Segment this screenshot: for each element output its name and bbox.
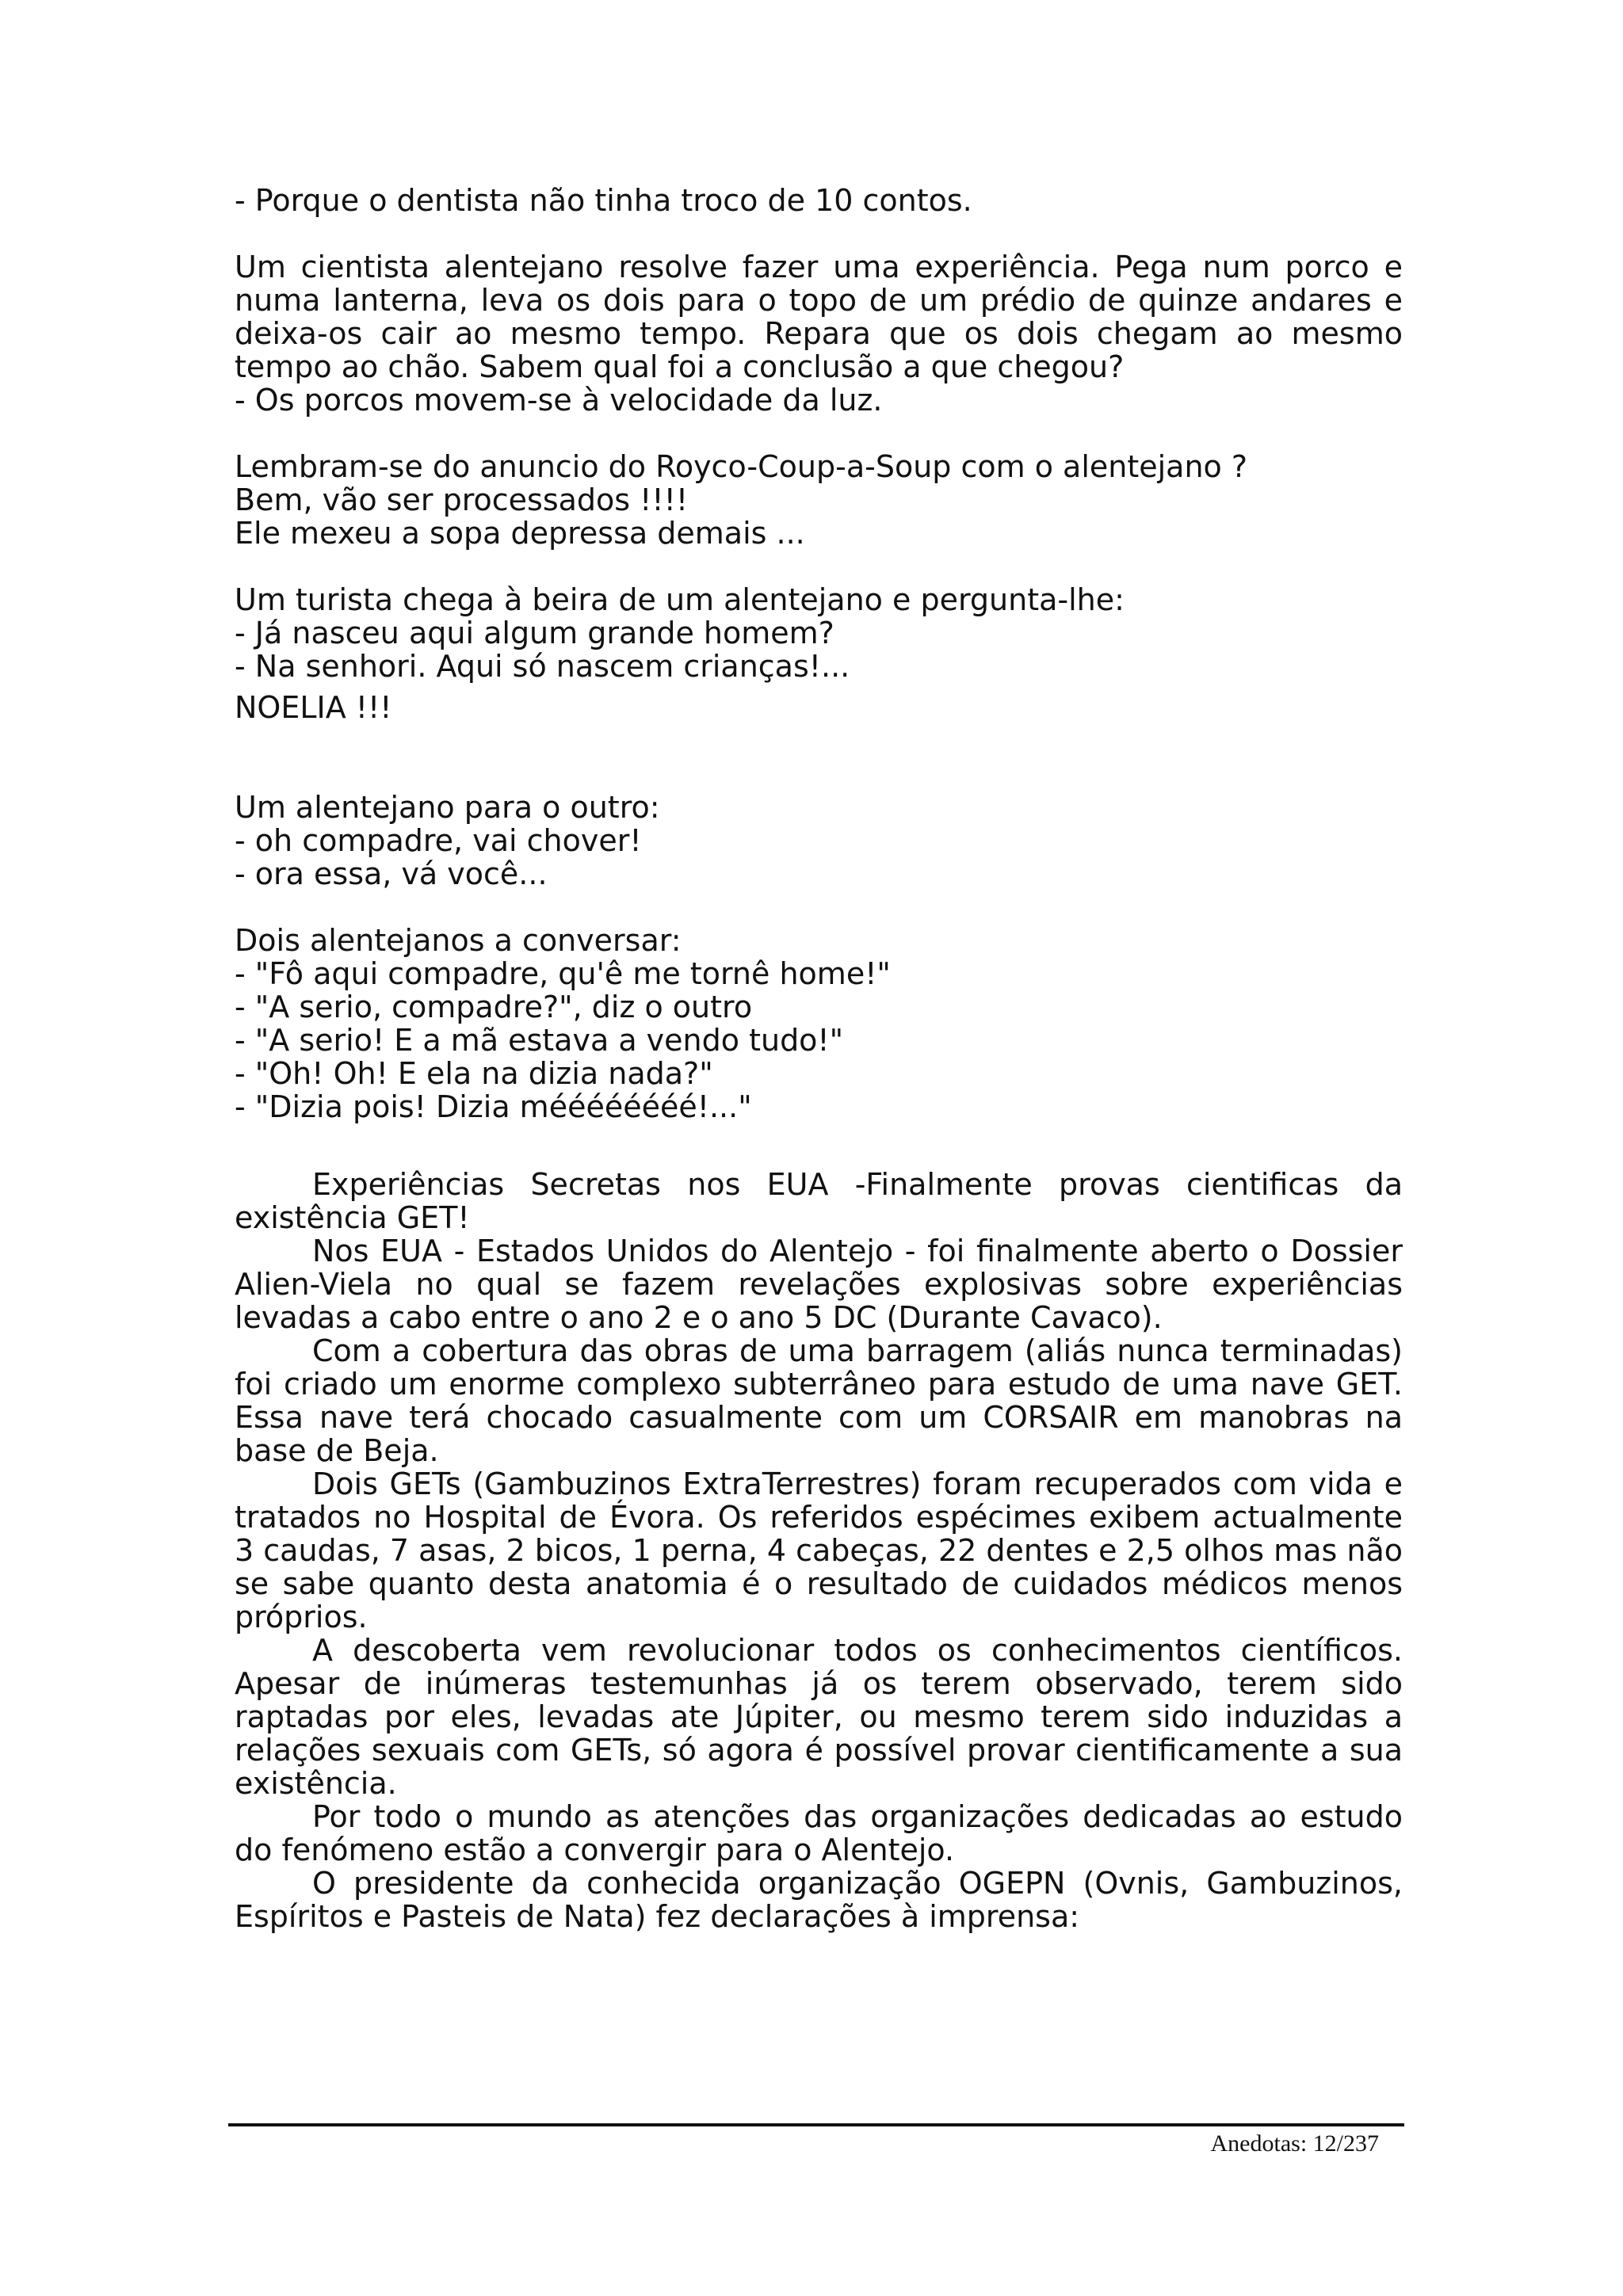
joke-4-line: Um turista chega à beira de um alentejano e pergunta-lhe: [235,582,1125,617]
page-number: Anedotas: 12/237 [1210,2130,1379,2157]
article-paragraph: Nos EUA - Estados Unidos do Alentejo - foi finalmente aberto o Dossier Alien-Viela no qual se fazem revelações explosivas sobre experiências levadas a cabo entre o ano 2 e o ano 5 DC (Durante Cavaco). [235,1234,1403,1335]
joke-6-line: Dois alentejanos a conversar: [235,923,682,958]
joke-2-answer: - Os porcos movem-se à velocidade da luz. [235,383,883,418]
joke-5-line: - oh compadre, vai chover! [235,823,642,858]
joke-5-line: - ora essa, vá você... [235,856,548,891]
spacer [235,724,1403,791]
joke-3-line: Ele mexeu a sopa depressa demais ... [235,516,805,551]
spacer [235,1123,1403,1168]
page-body [235,184,1403,1933]
joke-6-line: - "Oh! Oh! E ela na dizia nada?" [235,1056,713,1091]
joke-4-line: - Na senhori. Aqui só nascem crianças!... [235,649,850,684]
spacer [235,217,1403,250]
article-heading: Experiências Secretas nos EUA -Finalmente provas cientificas da existência GET! [235,1167,1403,1235]
joke-6-line: - "A serio! E a mã estava a vendo tudo!" [235,1023,844,1058]
article-paragraph: O presidente da conhecida organização OGEPN (Ovnis, Gambuzinos, Espíritos e Pasteis de Nata) fez declarações à imprensa: [235,1866,1403,1934]
article-paragraph: Com a cobertura das obras de uma barragem (aliás nunca terminadas) foi criado um enorme complexo subterrâneo para estudo de uma nave GET. Essa nave terá chocado casualmente com um CORSAIR em manobras na base de Beja. [235,1333,1403,1468]
joke-6-line: - "Dizia pois! Dizia méééééééé!..." [235,1089,752,1124]
joke-3-line: Lembram-se do anuncio do Royco-Coup-a-Soup com o alentejano ? [235,449,1248,484]
joke-4-signature: NOELIA !!! [235,690,392,725]
footer-divider [228,2123,1404,2126]
spacer [235,550,1403,583]
joke-6-line: - "A serio, compadre?", diz o outro [235,990,753,1024]
spacer [235,683,1403,691]
article-paragraph: Por todo o mundo as atenções das organizações dedicadas ao estudo do fenómeno estão a convergir para o Alentejo. [235,1799,1403,1867]
joke-2-paragraph: Um cientista alentejano resolve fazer uma experiência. Pega num porco e numa lanterna, leva os dois para o topo de um prédio de quinze andares e deixa-os cair ao mesmo tempo. Repara que os dois chegam ao mesmo tempo ao chão. Sabem qual foi a conclusão a que chegou? [235,250,1403,384]
joke-6-line: - "Fô aqui compadre, qu'ê me tornê home!" [235,956,891,991]
joke-1-answer: - Porque o dentista não tinha troco de 10 contos. [235,183,972,218]
article-paragraph: A descoberta vem revolucionar todos os conhecimentos científicos. Apesar de inúmeras testemunhas já os terem observado, terem sido raptadas por eles, levadas ate Júpiter, ou mesmo terem sido induzidas a relações sexuais com GETs, só agora é possível provar cientificamente a sua existência. [235,1633,1403,1801]
joke-5-line: Um alentejano para o outro: [235,790,660,825]
article-paragraph: Dois GETs (Gambuzinos ExtraTerrestres) foram recuperados com vida e tratados no Hospital de Évora. Os referidos espécimes exibem actualmente 3 caudas, 7 asas, 2 bicos, 1 perna, 4 cabeças, 22 dentes e 2,5 olhos mas não se sabe quanto desta anatomia é o resultado de cuidados médicos menos próprios. [235,1466,1403,1634]
joke-4-line: - Já nasceu aqui algum grande homem? [235,616,834,650]
spacer [235,417,1403,450]
spacer [235,891,1403,924]
joke-3-line: Bem, vão ser processados !!!! [235,482,689,517]
